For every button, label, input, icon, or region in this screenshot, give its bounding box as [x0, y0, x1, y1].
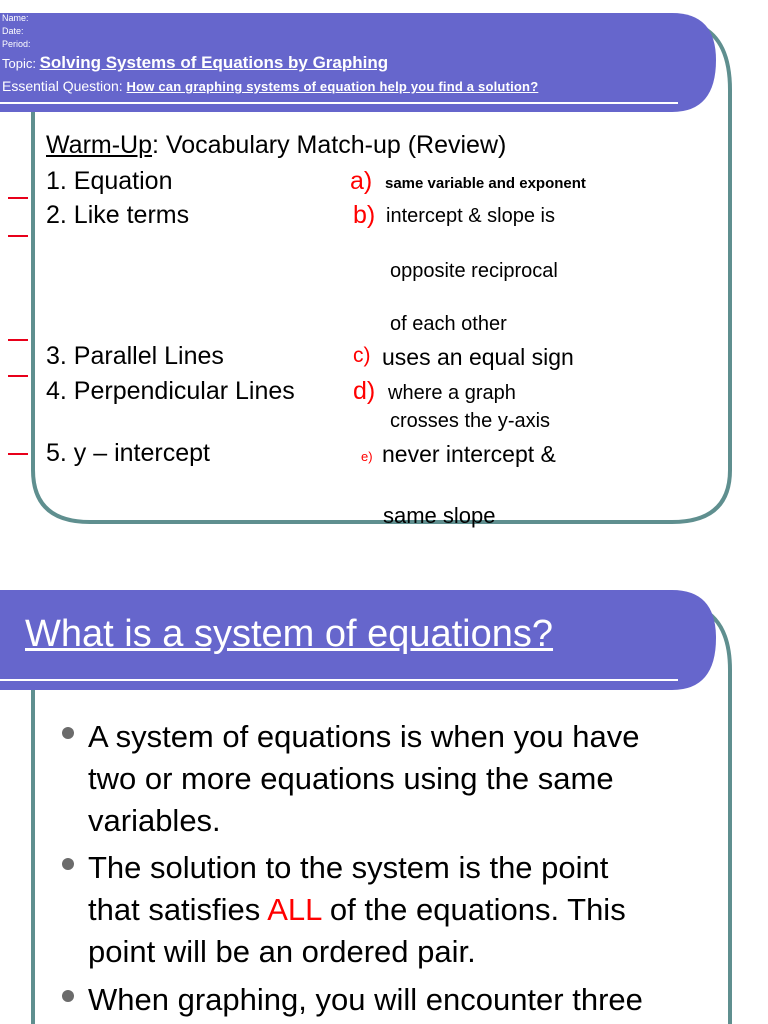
bullet-3 [88, 979, 748, 1021]
definition-b-line1: intercept & slope is [386, 205, 555, 227]
date-field-label: Date: [2, 26, 24, 36]
bullet-2-line-2-post: of the equations. This [321, 892, 626, 927]
warmup-label: Warm-Up [46, 131, 153, 159]
definition-d-line2: crosses the y-axis [390, 410, 551, 432]
essential-question-line [2, 78, 538, 94]
warmup-heading [46, 130, 506, 160]
bullet-2-line-1: The solution to the system is the point [88, 850, 609, 885]
letter-c: c) [353, 344, 371, 367]
bullet-1 [88, 716, 728, 842]
bullet-1-line-2: two or more equations using the same [88, 761, 614, 796]
answer-blank-5 [8, 453, 28, 455]
bullet-2-icon [62, 858, 74, 870]
term-1: 1. Equation [46, 167, 173, 195]
bullet-2-line-2-pre: that satisfies [88, 892, 268, 927]
term-4: 4. Perpendicular Lines [46, 377, 295, 405]
definition-d-line1: where a graph [388, 382, 516, 404]
bullet-2 [88, 847, 728, 973]
bullet-2-line-2 [88, 889, 728, 931]
letter-d: d) [353, 377, 376, 405]
topic-line [2, 53, 388, 73]
term-5: 5. y – intercept [46, 439, 210, 467]
essential-question-colon: : [118, 78, 127, 94]
topic-value: Solving Systems of Equations by Graphing [39, 53, 389, 72]
period-field-label: Period: [2, 39, 31, 49]
bullet-1-line-1: A system of equations is when you have [88, 719, 640, 754]
letter-a: a) [350, 167, 373, 195]
definition-e-line1: never intercept & [382, 441, 556, 467]
bullet-1-line-3: variables. [88, 803, 221, 838]
bullet-1-icon [62, 727, 74, 739]
topic-label: Topic: [2, 56, 40, 71]
answer-blank-3 [8, 339, 28, 341]
definition-a: same variable and exponent [385, 175, 586, 192]
essential-question-value: How can graphing systems of equation help you find a solution? [126, 79, 539, 94]
definition-c: uses an equal sign [382, 344, 574, 370]
term-2: 2. Like terms [46, 201, 190, 229]
term-3: 3. Parallel Lines [46, 342, 224, 370]
letter-e: e) [361, 449, 373, 464]
bullet-2-emphasis: ALL [267, 892, 322, 927]
slide2-title: What is a system of equations? [25, 613, 554, 655]
warmup-subtitle: : Vocabulary Match-up (Review) [152, 131, 507, 159]
bullet-3-icon [62, 990, 74, 1002]
bullet-2-line-3: point will be an ordered pair. [88, 934, 476, 969]
definition-b-line3: of each other [390, 313, 507, 335]
definition-e-line2: same slope [383, 503, 496, 528]
bullet-3-line-1: When graphing, you will encounter three [88, 982, 643, 1017]
definition-b-line2: opposite reciprocal [390, 260, 558, 282]
answer-blank-4 [8, 375, 28, 377]
name-field-label: Name: [2, 13, 29, 23]
answer-blank-1 [8, 197, 28, 199]
essential-question-label: Essential Question [2, 78, 119, 94]
letter-b: b) [353, 201, 376, 229]
answer-blank-2 [8, 235, 28, 237]
